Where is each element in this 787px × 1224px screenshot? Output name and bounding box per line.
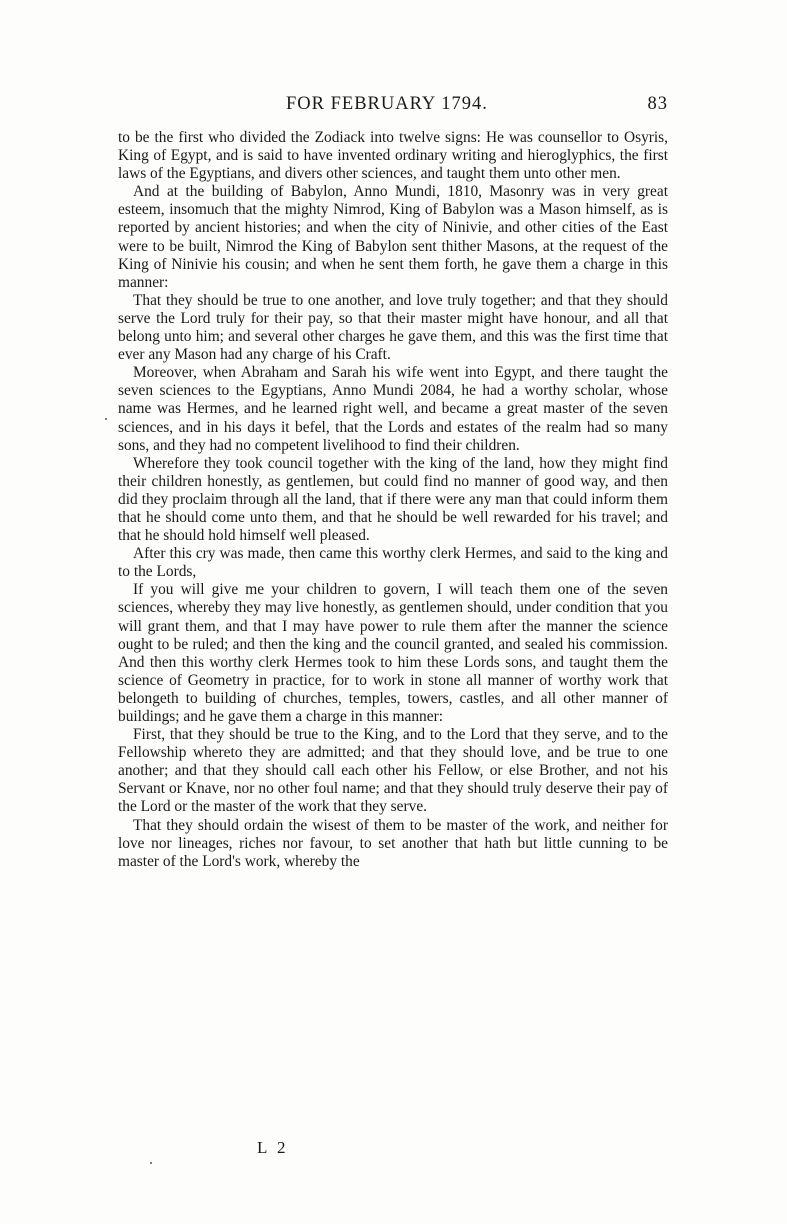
ink-speck [105, 418, 107, 420]
paragraph-hermes-speech: If you will give me your children to govern, I will teach them one of the seven sciences, whereby they may live honestly, as gentlemen should, under condition that you will grant them, and that I may have power to rule them after the manner the science ought to be ruled; and then the king and the council granted, and sealed his commission. And then this worthy clerk Hermes took to him these Lords sons, and taught them the science of Geometry in practice, for to work in stone all manner of worthy work that belongeth to building of churches, temples, towers, castles, and all other manner of buildings; and he gave them a charge in this manner: [118, 581, 668, 725]
running-head [118, 94, 668, 124]
paragraph-babylon: And at the building of Babylon, Anno Mundi, 1810, Masonry was in very great esteem, insomuch that the mighty Nimrod, King of Babylon was a Mason himself, as is reported by ancient histories; and when the city of Ninivie, and other cities of the East were to be built, Nimrod the King of Babylon sent thither Masons, at the request of the King of Ninivie his cousin; and when he sent them forth, he gave them a charge in this manner: [118, 183, 668, 291]
paragraph-charge-true: That they should be true to one another, and love truly together; and that they should serve the Lord truly for their pay, so that their master might have honour, and all that belong unto him; and several other charges he gave them, and this was the first time that ever any Mason had any charge of his Craft. [118, 291, 668, 364]
ink-speck [150, 1162, 152, 1164]
paragraph-council: Wherefore they took council together with the king of the land, how they might find their children honestly, as gentlemen, but could find no manner of good way, and then did they proclaim through all the land, that if there were any man that could inform them that he should come unto them, and that he should be well rewarded for his travel; and that he should hold himself well pleased. [118, 454, 668, 545]
paragraph-hermes-came: After this cry was made, then came this worthy clerk Hermes, and said to the king and to the Lords, [118, 545, 668, 581]
running-title: FOR FEBRUARY 1794. [286, 94, 488, 114]
body-text [118, 129, 668, 871]
paragraph-zodiack: to be the first who divided the Zodiack into twelve signs: He was counsellor to Osyris, King of Egypt, and is said to have invented ordinary writing and hieroglyphics, the first laws of the Egyptians, and divers other sciences, and taught them unto other men. [118, 129, 668, 183]
paragraph-first-charge: First, that they should be true to the King, and to the Lord that they serve, and to the Fellowship whereto they are admitted; and that they should love, and be true to one another; and that they should call each other his Fellow, or else Brother, and not his Servant or Knave, nor no other foul name; and that they should truly deserve their pay of the Lord or the master of the work that they serve. [118, 726, 668, 816]
page [118, 94, 668, 871]
paragraph-abraham: Moreover, when Abraham and Sarah his wife went into Egypt, and there taught the seven sciences to the Egyptians, Anno Mundi 2084, he had a worthy scholar, whose name was Hermes, and he learned right well, and became a great master of the seven sciences, and in his days it befel, that the Lords and estates of the realm had so many sons, and they had no competent livelihood to find their children. [118, 364, 668, 454]
paragraph-ordain-master: That they should ordain the wisest of them to be master of the work, and neither for love nor lineages, riches nor favour, to set another that hath but little cunning to be master of the Lord's work, whereby the [118, 816, 668, 870]
signature-mark: L 2 [257, 1138, 289, 1157]
page-number: 83 [647, 94, 668, 114]
